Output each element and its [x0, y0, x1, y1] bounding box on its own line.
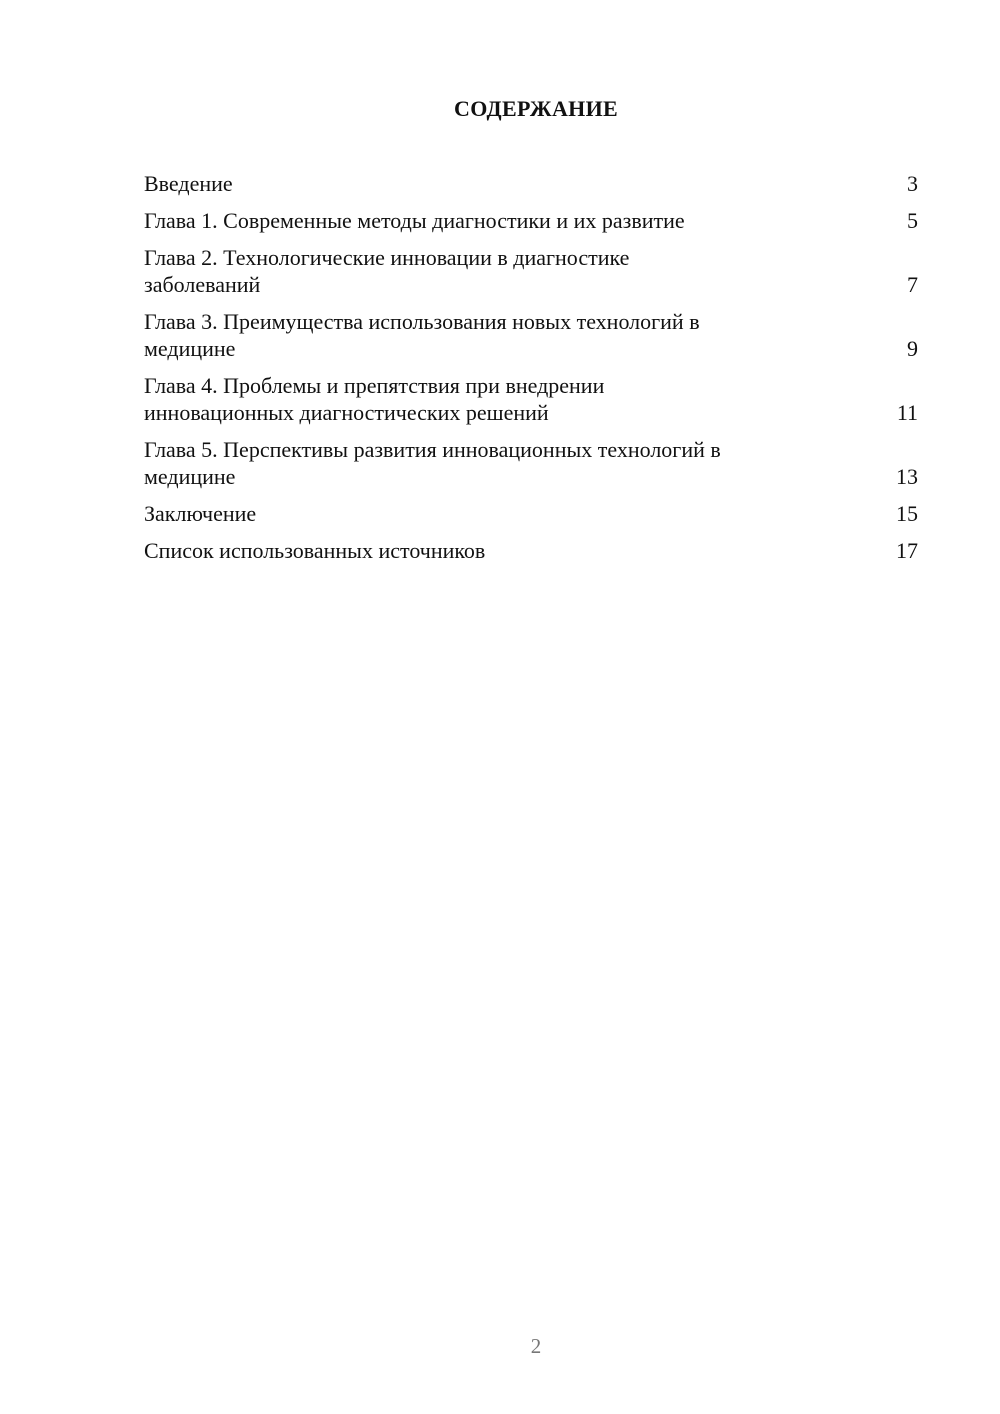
- toc-entry-line: медицине: [144, 464, 236, 489]
- toc-entry: [144, 500, 918, 527]
- toc-entry: [144, 308, 918, 362]
- toc-entry-page: 5: [907, 208, 918, 233]
- toc-entry-line: Глава 5. Перспективы развития инновационных технологий в: [144, 437, 721, 462]
- toc-entry-text: [144, 436, 896, 490]
- toc-entry-line: Список использованных источников: [144, 538, 486, 563]
- toc-entry: [144, 436, 918, 490]
- toc-entry-text: [144, 308, 907, 362]
- toc-entry: [144, 372, 918, 426]
- toc-entry-line: Глава 2. Технологические инновации в диагностике: [144, 245, 630, 270]
- toc-entry-page: 11: [896, 400, 918, 425]
- toc-entry-line: инновационных диагностических решений: [144, 400, 549, 425]
- toc-entry-page: 17: [896, 538, 918, 563]
- toc-entry-line: медицине: [144, 336, 236, 361]
- table-of-contents: [144, 170, 918, 574]
- toc-entry-text: [144, 244, 907, 298]
- toc-entry: [144, 170, 918, 197]
- toc-entry: [144, 244, 918, 298]
- page-number: 2: [530, 1334, 542, 1358]
- toc-entry-text: [144, 372, 897, 426]
- document-title: СОДЕРЖАНИЕ: [454, 96, 618, 121]
- toc-entry-text: [144, 537, 896, 564]
- toc-entry-text: [144, 500, 896, 527]
- toc-entry-line: Глава 4. Проблемы и препятствия при внедрении: [144, 373, 605, 398]
- toc-entry-page: 15: [896, 501, 918, 526]
- toc-entry-text: [144, 170, 907, 197]
- toc-entry: [144, 537, 918, 564]
- toc-entry: [144, 207, 918, 234]
- toc-entry-line: Заключение: [144, 501, 257, 526]
- toc-entry-text: [144, 207, 907, 234]
- toc-entry-page: 13: [896, 464, 918, 489]
- toc-entry-line: Глава 3. Преимущества использования новых технологий в: [144, 309, 700, 334]
- toc-entry-line: Глава 1. Современные методы диагностики и их развитие: [144, 208, 685, 233]
- toc-entry-page: 3: [907, 171, 918, 196]
- toc-entry-page: 9: [907, 336, 918, 361]
- toc-entry-line: заболеваний: [144, 272, 261, 297]
- toc-entry-page: 7: [907, 272, 918, 297]
- toc-entry-line: Введение: [144, 171, 233, 196]
